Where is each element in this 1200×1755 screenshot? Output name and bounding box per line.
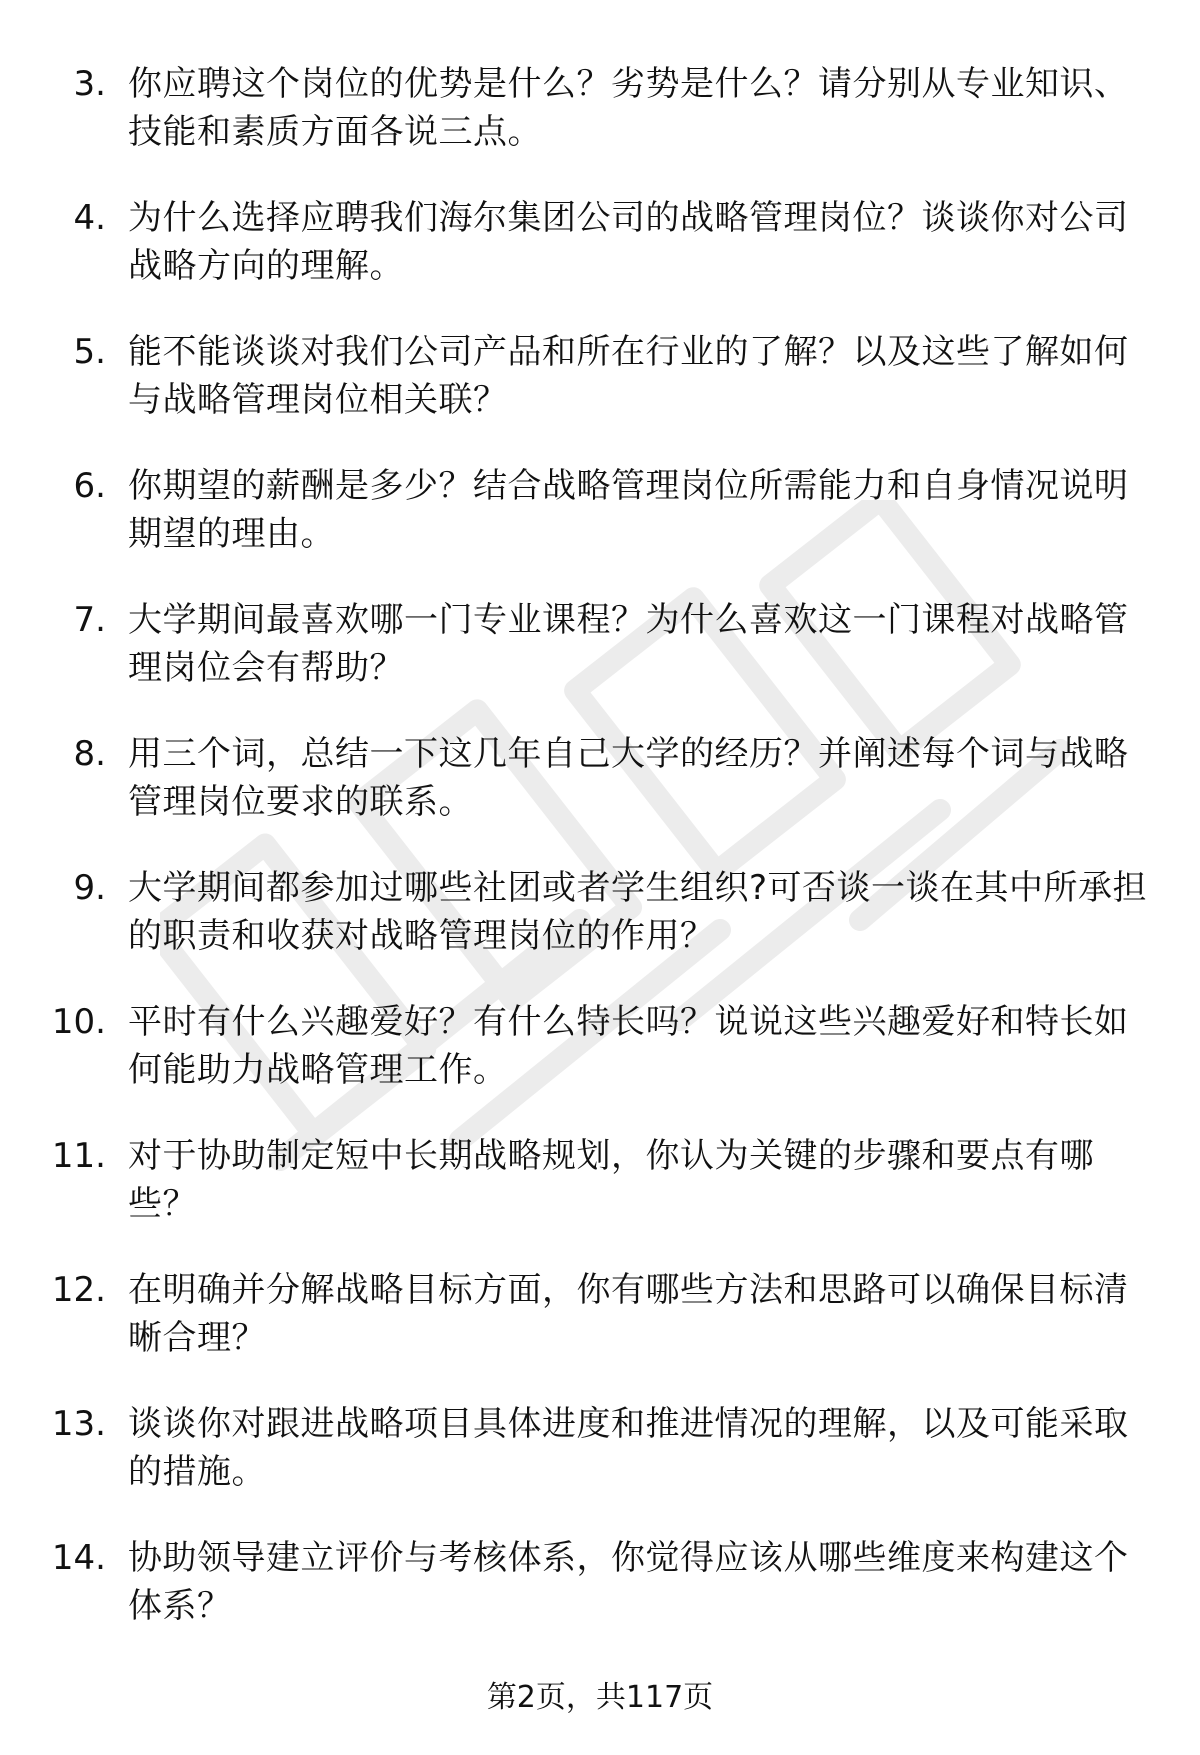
- question-list: [0, 60, 1200, 1668]
- question-text: 大学期间最喜欢哪一门专业课程？为什么喜欢这一门课程对战略管理岗位会有帮助？: [128, 600, 1129, 688]
- question-text: 平时有什么兴趣爱好？有什么特长吗？说说这些兴趣爱好和特长如何能助力战略管理工作。: [128, 1002, 1129, 1090]
- question-number: 9.: [73, 868, 106, 908]
- question-text: 你期望的薪酬是多少？结合战略管理岗位所需能力和自身情况说明期望的理由。: [128, 466, 1129, 554]
- question-item: [0, 864, 1200, 998]
- question-number: 7.: [73, 600, 106, 640]
- question-text: 在明确并分解战略目标方面，你有哪些方法和思路可以确保目标清晰合理？: [128, 1270, 1129, 1358]
- question-number: 14.: [51, 1538, 106, 1578]
- question-number: 8.: [73, 734, 106, 774]
- question-item: [0, 730, 1200, 864]
- question-item: [0, 462, 1200, 596]
- question-number: 5.: [73, 332, 106, 372]
- question-text: 对于协助制定短中长期战略规划，你认为关键的步骤和要点有哪些？: [128, 1136, 1094, 1224]
- question-text: 为什么选择应聘我们海尔集团公司的战略管理岗位？谈谈你对公司战略方向的理解。: [128, 198, 1129, 286]
- question-text: 协助领导建立评价与考核体系，你觉得应该从哪些维度来构建这个体系？: [128, 1538, 1129, 1626]
- question-number: 12.: [51, 1270, 106, 1310]
- question-number: 13.: [51, 1404, 106, 1444]
- question-item: [0, 60, 1200, 194]
- question-number: 4.: [73, 198, 106, 238]
- question-text: 你应聘这个岗位的优势是什么？劣势是什么？请分别从专业知识、技能和素质方面各说三点。: [128, 64, 1129, 152]
- question-text: 用三个词，总结一下这几年自己大学的经历？并阐述每个词与战略管理岗位要求的联系。: [128, 734, 1129, 822]
- question-item: [0, 1400, 1200, 1534]
- question-number: 3.: [73, 64, 106, 104]
- question-item: [0, 194, 1200, 328]
- page-number-footer: 第2页，共117页: [486, 1680, 714, 1715]
- question-text: 能不能谈谈对我们公司产品和所在行业的了解？以及这些了解如何与战略管理岗位相关联？: [128, 332, 1129, 420]
- question-item: [0, 1132, 1200, 1266]
- question-number: 10.: [51, 1002, 106, 1042]
- question-item: [0, 1534, 1200, 1668]
- question-number: 6.: [73, 466, 106, 506]
- question-text: 谈谈你对跟进战略项目具体进度和推进情况的理解，以及可能采取的措施。: [128, 1404, 1129, 1492]
- question-item: [0, 998, 1200, 1132]
- question-item: [0, 328, 1200, 462]
- question-item: [0, 596, 1200, 730]
- question-item: [0, 1266, 1200, 1400]
- question-number: 11.: [51, 1136, 106, 1176]
- question-text: 大学期间都参加过哪些社团或者学生组织?可否谈一谈在其中所承担的职责和收获对战略管理岗位的作用？: [128, 868, 1148, 956]
